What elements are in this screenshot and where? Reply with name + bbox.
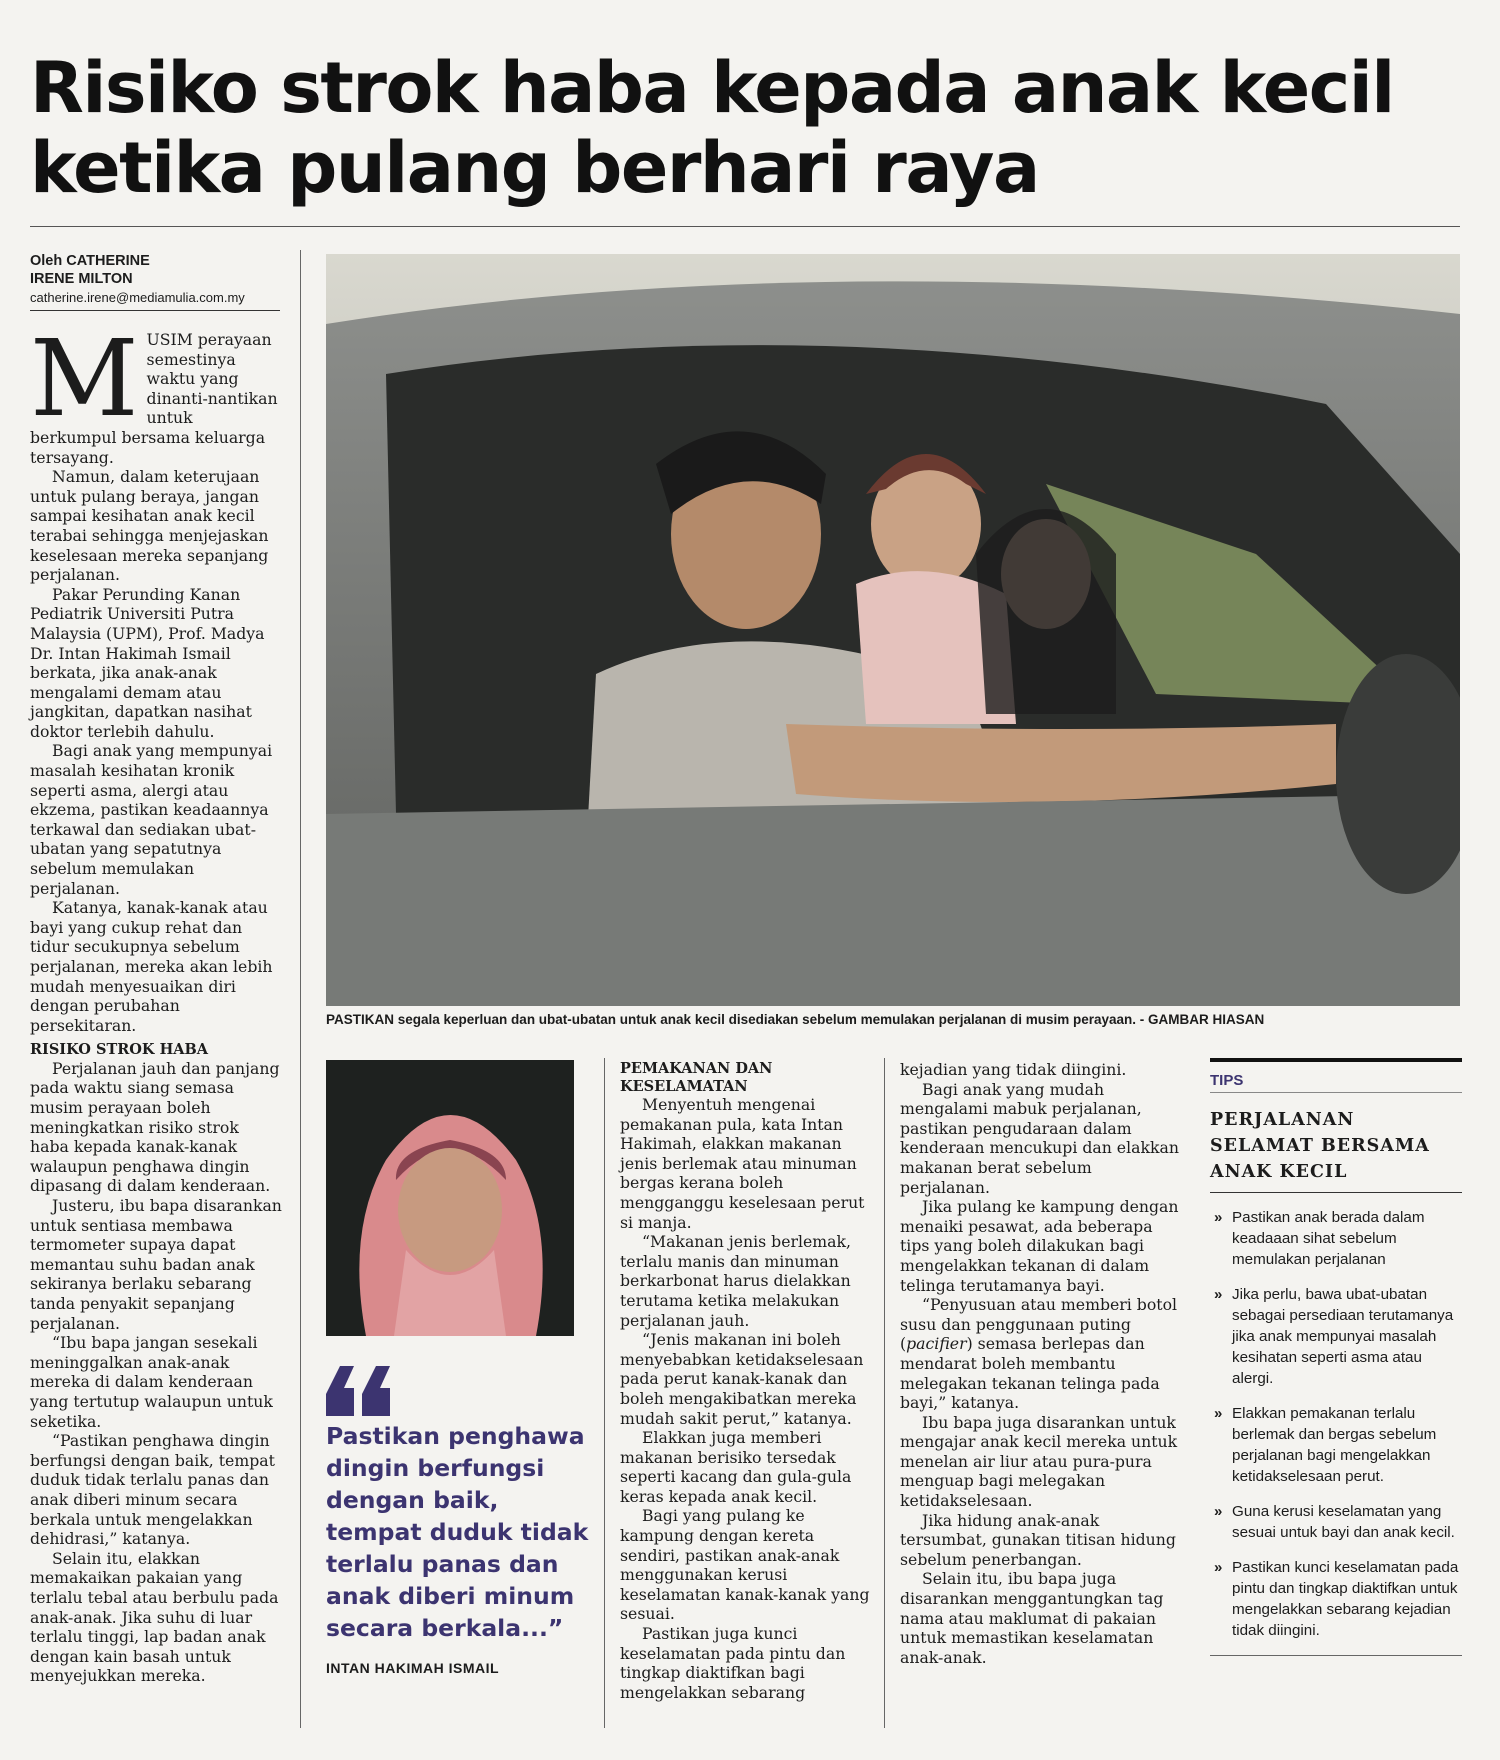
lead-paragraph: USIM perayaan semestinya waktu yang dinanti-nantikan untuk berkumpul bersama keluarga tersayang. — [30, 330, 278, 467]
subhead-risiko-strok-haba: RISIKO STROK HABA — [30, 1041, 209, 1059]
paragraph: Pastikan juga kunci keselamatan pada pintu dan tingkap diaktifkan bagi mengelakkan sebarang — [620, 1624, 846, 1702]
subhead-pemakanan: PEMAKANAN DAN KESELAMATAN — [620, 1060, 773, 1095]
headline-divider — [30, 226, 1460, 227]
pull-quote: Pastikan penghawa dingin berfungsi dengan baik, tempat duduk tidak terlalu panas dan anak diberi minum secara berkala...” — [326, 1422, 589, 1642]
column-rule — [884, 1058, 885, 1728]
tips-item-text: Guna kerusi keselamatan yang sesuai untuk bayi dan anak kecil. — [1232, 1503, 1455, 1541]
paragraph: Katanya, kanak-kanak atau bayi yang cukup rehat dan tidur secukupnya sebelum perjalanan, mereka akan lebih mudah menyesuaikan diri dengan perubahan persekitaran. — [30, 898, 273, 1035]
paragraph: Jika hidung anak-anak tersumbat, gunakan titisan hidung sebelum penerbangan. — [900, 1510, 1176, 1569]
tips-label: TIPS — [1210, 1072, 1462, 1093]
headline — [30, 48, 1470, 208]
paragraph: Bagi anak yang mempunyai masalah kesihatan kronik seperti asma, alergi atau ekzema, pastikan keadaannya terkawal dan sediakan ubat-ubatan yang sepatutnya sebelum memulakan perjalanan. — [30, 741, 273, 898]
paragraph-part: ) semasa berlepas dan mendarat boleh membantu melegakan tekanan telinga pada bayi,” katanya. — [900, 1334, 1160, 1413]
bullet-icon: » — [1214, 1209, 1223, 1226]
tips-title: PERJALANAN SELAMAT BERSAMA ANAK KECIL — [1210, 1107, 1462, 1193]
byline — [30, 252, 280, 311]
byline-name-2: IRENE MILTON — [30, 271, 133, 287]
pacifier-term: pacifier — [906, 1334, 967, 1354]
column-rule — [604, 1058, 605, 1728]
column-3 — [620, 1060, 870, 1702]
tips-item-text: Jika perlu, bawa ubat-ubatan sebagai persediaan terutamanya jika anak mempunyai masalah kesihatan seperti asma atau alergi. — [1232, 1286, 1454, 1387]
paragraph: Bagi anak yang mudah mengalami mabuk perjalanan, pastikan pengudaraan dalam kenderaan mencukupi dan elakkan makanan berat sebelum perjalanan. — [900, 1079, 1179, 1197]
quote-mark-icon — [326, 1366, 396, 1416]
paragraph: Jika pulang ke kampung dengan menaiki pesawat, ada beberapa tips yang boleh dilakukan bagi mengelakkan tekanan di dalam telinga terutamanya bayi. — [900, 1197, 1179, 1295]
headline-line-1: Risiko strok haba kepada anak kecil — [30, 47, 1394, 129]
paragraph: Pakar Perunding Kanan Pediatrik Universiti Putra Malaysia (UPM), Prof. Madya Dr. Intan Hakimah Ismail berkata, jika anak-anak mengalami demam atau jangkitan, dapatkan nasihat doktor terlebih dahulu. — [30, 584, 265, 741]
tips-list — [1210, 1207, 1462, 1641]
paragraph: “Makanan jenis berlemak, terlalu manis dan minuman berkarbonat harus dielakkan terutama ketika melakukan perjalanan jauh. — [620, 1232, 851, 1330]
tips-item — [1210, 1557, 1462, 1641]
paragraph: Menyentuh mengenai pemakanan pula, kata Intan Hakimah, elakkan makanan jenis berlemak atau minuman bergas kerana boleh mengganggu keselesaan perut si manja. — [620, 1095, 865, 1232]
bullet-icon: » — [1214, 1559, 1223, 1576]
bullet-icon: » — [1214, 1503, 1223, 1520]
paragraph: “Jenis makanan ini boleh menyebabkan ketidakselesaan pada perut kanak-kanak dan boleh mengakibatkan mereka mudah sakit perut,” katanya. — [620, 1330, 864, 1428]
dropcap: M — [30, 317, 139, 440]
byline-email: catherine.irene@mediamulia.com.my — [30, 289, 280, 311]
paragraph: “Pastikan penghawa dingin berfungsi dengan baik, tempat duduk tidak terlalu panas dan anak diberi minum secara berkala untuk mengelakkan dehidrasi,” katanya. — [30, 1431, 275, 1549]
paragraph-part: “Penyusuan atau memberi botol susu dan penggunaan puting ( — [900, 1295, 1178, 1354]
tips-item — [1210, 1207, 1462, 1270]
tips-item-text: Pastikan kunci keselamatan pada pintu dan tingkap diaktifkan untuk mengelakkan sebarang kejadian tidak diingini. — [1232, 1559, 1459, 1639]
tips-bottom-rule — [1210, 1655, 1462, 1656]
paragraph: Selain itu, elakkan memakaikan pakaian yang terlalu tebal atau berbulu pada anak-anak. Jika suhu di luar terlalu tinggi, lap badan anak dengan kain basah untuk menyejukkan mereka. — [30, 1548, 279, 1686]
paragraph: Bagi yang pulang ke kampung dengan kereta sendiri, pastikan anak-anak menggunakan kerusi keselamatan kanak-kanak yang sesuai. — [620, 1506, 870, 1624]
column-rule — [300, 250, 301, 1728]
headline-line-2: ketika pulang berhari raya — [30, 127, 1039, 209]
column-1 — [30, 317, 282, 1686]
tips-top-rule — [1210, 1058, 1462, 1062]
main-photo — [326, 254, 1460, 1006]
paragraph: Namun, dalam keterujaan untuk pulang beraya, jangan sampai kesihatan anak kecil terabai sehingga menjejaskan keselesaan mereka sepanjang perjalanan. — [30, 467, 269, 585]
paragraph: kejadian yang tidak diingini. — [900, 1060, 1127, 1079]
paragraph: “Ibu bapa jangan sesekali meninggalkan anak-anak mereka di dalam kenderaan yang tertutup walaupun untuk seketika. — [30, 1333, 273, 1431]
bullet-icon: » — [1214, 1286, 1223, 1303]
tips-item — [1210, 1501, 1462, 1543]
paragraph: Perjalanan jauh dan panjang pada waktu siang semasa musim perayaan boleh meningkatkan risiko strok haba kepada kanak-kanak walaupun penghawa dingin dipasang di dalam kenderaan. — [30, 1058, 280, 1196]
tips-item-text: Elakkan pemakanan terlalu berlemak dan bergas sebelum perjalanan bagi mengelakkan ketidakselesaan perut. — [1232, 1405, 1437, 1485]
quote-author: INTAN HAKIMAH ISMAIL — [326, 1660, 500, 1676]
photo-caption: PASTIKAN segala keperluan dan ubat-ubatan untuk anak kecil disediakan sebelum memulakan perjalanan di musim perayaan. - GAMBAR HIASAN — [326, 1012, 1265, 1027]
paragraph: Selain itu, ibu bapa juga disarankan menggantungkan tag nama atau maklumat di pakaian untuk memastikan keselamatan anak-anak. — [900, 1569, 1164, 1667]
byline-name-1: Oleh CATHERINE — [30, 253, 150, 269]
paragraph: Justeru, ibu bapa disarankan untuk sentiasa membawa termometer supaya dapat memantau suhu badan anak sekiranya berlaku sebarang tanda penyakit sepanjang perjalanan. — [30, 1196, 282, 1333]
tips-item — [1210, 1284, 1462, 1389]
bullet-icon: » — [1214, 1405, 1223, 1422]
paragraph: Elakkan juga memberi makanan berisiko tersedak seperti kacang dan gula-gula keras kepada anak kecil. — [620, 1428, 852, 1506]
portrait-image — [326, 1060, 574, 1336]
tips-box — [1210, 1058, 1462, 1656]
paragraph — [900, 1295, 1180, 1413]
car-family-photo — [326, 254, 1460, 1006]
paragraph: Ibu bapa juga disarankan untuk mengajar anak kecil mereka untuk menelan air liur atau pura-pura menguap bagi melegakan ketidakselesaan. — [900, 1412, 1178, 1511]
tips-item-text: Pastikan anak berada dalam keadaaan sihat sebelum memulakan perjalanan — [1232, 1209, 1425, 1268]
column-4 — [900, 1060, 1180, 1667]
tips-item — [1210, 1403, 1462, 1487]
portrait-photo — [326, 1060, 574, 1336]
